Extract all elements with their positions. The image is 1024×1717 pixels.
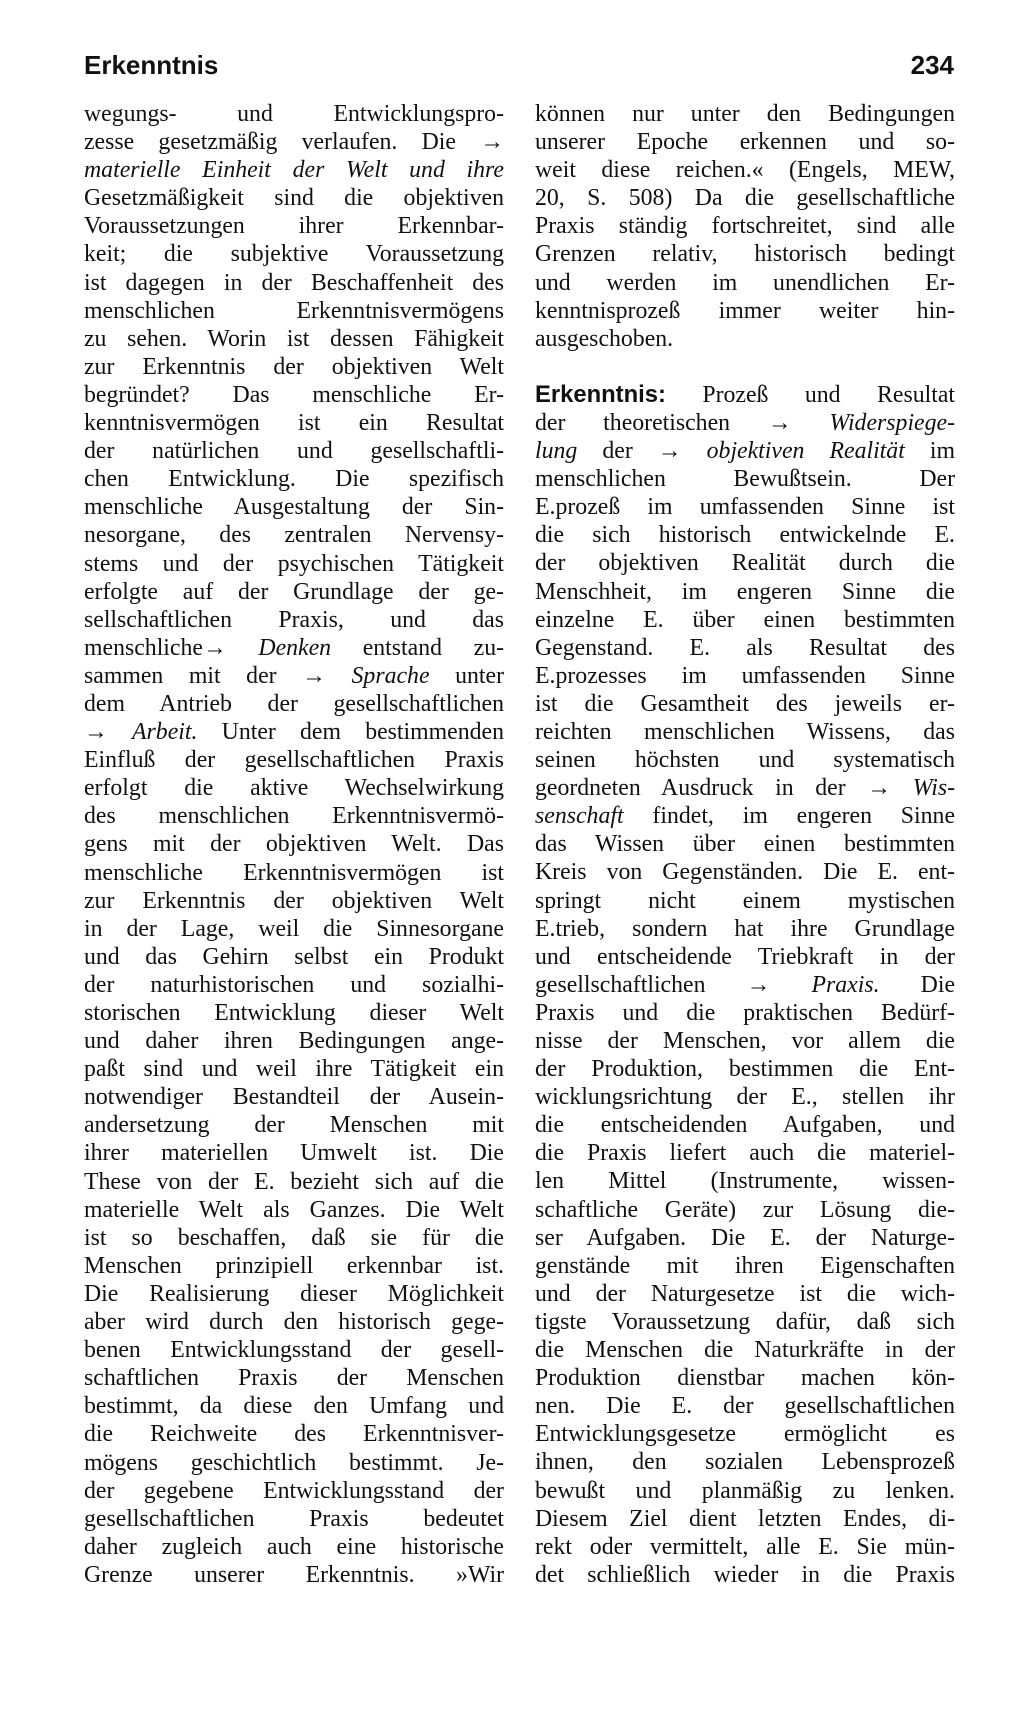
text-line: mögens geschichtlich bestimmt. Je-: [84, 1449, 504, 1476]
text-line: menschlichen Erkenntnisvermögens: [84, 297, 504, 324]
text-line: E.prozesses im umfassenden Sinne: [535, 662, 955, 689]
text-line: E.prozeß im umfassenden Sinne ist: [535, 494, 955, 521]
text-line: keit; die subjektive Voraussetzung: [84, 241, 504, 268]
text-line: gesellschaftlichen Praxis bedeutet: [84, 1505, 504, 1532]
text-line: ist so beschaffen, daß sie für die: [84, 1224, 504, 1251]
text-line: das Wissen über einen bestimmten: [535, 831, 955, 858]
text-line: Einfluß der gesellschaftlichen Praxis: [84, 747, 504, 774]
page-header: [84, 50, 954, 90]
entry-term: Erkenntnis:: [535, 380, 666, 408]
text-line: Produktion dienstbar machen kön-: [535, 1365, 955, 1392]
text-line: können nur unter den Bedingungen: [535, 101, 955, 127]
text-line: bewußt und planmäßig zu lenken.: [535, 1477, 955, 1504]
cross-reference[interactable]: Sprache: [351, 662, 430, 689]
cross-reference[interactable]: Denken: [258, 634, 332, 661]
cross-reference-arrow: →: [84, 719, 108, 746]
text-line: andersetzung der Menschen mit: [84, 1112, 504, 1139]
text-line: senschaft findet, im engeren Sinne: [535, 803, 955, 830]
text-line: daher zugleich auch eine historische: [84, 1533, 504, 1560]
text-line: materielle Welt als Ganzes. Die Welt: [84, 1196, 504, 1223]
cross-reference-arrow: →: [657, 438, 682, 465]
text-line: begründet? Das menschliche Er-: [84, 381, 504, 408]
text-line: menschliche→ Denken entstand zu-: [84, 634, 504, 661]
text-line: 20, S. 508) Da die gesellschaftliche: [535, 185, 955, 212]
text-line: Entwicklungsgesetze ermöglicht es: [535, 1421, 955, 1448]
text-line: der Produktion, bestimmen die Ent-: [535, 1056, 955, 1083]
text-line: zur Erkenntnis der objektiven Welt: [84, 353, 504, 380]
cross-reference-arrow: →: [767, 409, 792, 436]
text-line: aber wird durch den historisch gege-: [84, 1309, 504, 1336]
text-line: ihrer materiellen Umwelt ist. Die: [84, 1140, 504, 1167]
text-line: Voraussetzungen ihrer Erkennbar-: [84, 213, 504, 240]
text-line: des menschlichen Erkenntnisvermö-: [84, 803, 504, 830]
text-line: menschlichen Bewußtsein. Der: [535, 466, 955, 493]
text-line: geordneten Ausdruck in der → Wis-: [535, 775, 955, 802]
text-line: ausgeschoben.: [535, 325, 674, 352]
text-line: unserer Epoche erkennen und so-: [535, 129, 955, 156]
cross-reference[interactable]: Praxis.: [811, 971, 880, 998]
text-line: Praxis und die praktischen Bedürf-: [535, 999, 955, 1026]
text-line: ihnen, den sozialen Lebensprozeß: [535, 1449, 955, 1476]
text-line: zesse gesetzmäßig verlaufen. Die →: [84, 129, 504, 156]
text-line: und entscheidende Triebkraft in der: [535, 943, 955, 970]
text-line: der naturhistorischen und sozialhi-: [84, 971, 504, 998]
text-line: erfolgt die aktive Wechselwirkung: [84, 775, 504, 802]
text-line: reichten menschlichen Wissens, das: [535, 718, 955, 745]
text-line: lung der → objektiven Realität im: [535, 438, 955, 465]
text-line: ser Aufgaben. Die E. der Naturge-: [535, 1224, 955, 1251]
text-line: ist die Gesamtheit des jeweils er-: [535, 690, 955, 717]
text-line: notwendiger Bestandteil der Ausein-: [84, 1084, 504, 1111]
text-line: These von der E. bezieht sich auf die: [84, 1168, 504, 1195]
cross-reference-arrow: →: [202, 634, 227, 661]
text-line: schaftlichen Praxis der Menschen: [84, 1365, 504, 1392]
text-line: wicklungsrichtung der E., stellen ihr: [535, 1084, 955, 1111]
text-line: Gegenstand. E. als Resultat des: [535, 634, 955, 661]
cross-reference[interactable]: lung: [535, 438, 578, 465]
cross-reference[interactable]: materielle Einheit der Welt und ihre: [84, 157, 504, 184]
text-line: gesellschaftlichen → Praxis. Die: [535, 971, 955, 998]
text-line: seinen höchsten und systematisch: [535, 747, 955, 774]
cross-reference[interactable]: objektiven Realität: [706, 438, 905, 465]
text-line: zu sehen. Worin ist dessen Fähigkeit: [84, 325, 504, 352]
text-line: weit diese reichen.« (Engels, MEW,: [535, 157, 955, 184]
text-line: nisse der Menschen, vor allem die: [535, 1028, 955, 1054]
text-line: sellschaftlichen Praxis, und das: [84, 606, 504, 633]
text-line: sammen mit der → Sprache unter: [84, 662, 504, 689]
text-line: benen Entwicklungsstand der gesell-: [84, 1337, 504, 1364]
text-line: Die Realisierung dieser Möglichkeit: [84, 1280, 504, 1307]
text-line: len Mittel (Instrumente, wissen-: [535, 1168, 955, 1195]
text-line: dem Antrieb der gesellschaftlichen: [84, 690, 504, 717]
text-line: tigste Voraussetzung dafür, daß sich: [535, 1308, 955, 1335]
page-number: 234: [910, 50, 954, 80]
text-line: Menschen prinzipiell erkennbar ist.: [84, 1252, 504, 1279]
text-line: der gegebene Entwicklungsstand der: [84, 1477, 504, 1504]
cross-reference-arrow: →: [867, 775, 892, 802]
text-line: der natürlichen und gesellschaftli-: [84, 438, 504, 465]
cross-reference[interactable]: Widerspiege-: [829, 409, 955, 436]
entry-heading-line: Erkenntnis: Prozeß und Resultat: [535, 380, 955, 408]
text-line: kenntnisvermögen ist ein Resultat: [84, 410, 504, 437]
text-line: springt nicht einem mystischen: [535, 887, 955, 914]
text-line: nen. Die E. der gesellschaftlichen: [535, 1393, 955, 1420]
text-line: die sich historisch entwickelnde E.: [535, 522, 955, 549]
text-line: die Menschen die Naturkräfte in der: [535, 1337, 955, 1364]
text-line: rekt oder vermittelt, alle E. Sie mün-: [535, 1533, 955, 1560]
text-line: det schließlich wieder in die Praxis: [535, 1561, 955, 1588]
text-line: erfolgte auf der Grundlage der ge-: [84, 578, 504, 605]
text-line: gens mit der objektiven Welt. Das: [84, 831, 504, 858]
cross-reference-arrow: →: [746, 971, 771, 998]
text-line: die Praxis liefert auch die materiel-: [535, 1140, 955, 1167]
text-line: E.trieb, sondern hat ihre Grundlage: [535, 915, 955, 942]
text-line: storischen Entwicklung dieser Welt: [84, 1000, 504, 1026]
running-head-word: Erkenntnis: [84, 50, 219, 80]
text-line: einzelne E. über einen bestimmten: [535, 606, 955, 633]
text-line: bestimmt, da diese den Umfang und: [84, 1393, 504, 1420]
text-line: paßt sind und weil ihre Tätigkeit ein: [84, 1056, 504, 1083]
text-line: stems und der psychischen Tätigkeit: [84, 550, 504, 577]
text-line: kenntnisprozeß immer weiter hin-: [535, 297, 955, 324]
left-column: [84, 100, 504, 1589]
text-line: chen Entwicklung. Die spezifisch: [84, 466, 504, 493]
text-line: und der Naturgesetze ist die wich-: [535, 1280, 955, 1307]
text-line: Gesetzmäßigkeit sind die objektiven: [84, 185, 504, 212]
text-line: Kreis von Gegenständen. Die E. ent-: [535, 859, 955, 886]
cross-reference[interactable]: Wis-: [912, 775, 955, 802]
cross-reference[interactable]: senschaft: [535, 803, 624, 830]
cross-reference-arrow: →: [302, 662, 326, 689]
text-line: der theoretischen → Widerspiege-: [535, 409, 955, 436]
cross-reference-arrow: →: [480, 129, 504, 156]
text-line: genstände mit ihren Eigenschaften: [535, 1252, 955, 1279]
text-line: Diesem Ziel dient letzten Endes, di-: [535, 1505, 955, 1532]
text-line: der objektiven Realität durch die: [535, 550, 955, 577]
text-line: Menschheit, im engeren Sinne die: [535, 578, 955, 605]
text-line: [84, 156, 504, 184]
text-line: die entscheidenden Aufgaben, und: [535, 1112, 955, 1139]
text-line: Grenze unserer Erkenntnis. »Wir: [84, 1561, 504, 1588]
paragraph-gap: [535, 353, 955, 381]
text-line: zur Erkenntnis der objektiven Welt: [84, 887, 504, 914]
text-line: wegungs- und Entwicklungspro-: [84, 101, 504, 127]
text-line: → Arbeit. Unter dem bestimmenden: [84, 719, 504, 746]
text-line: nesorgane, des zentralen Nervensy-: [84, 522, 504, 549]
text-line: und werden im unendlichen Er-: [535, 269, 955, 296]
text-line: und das Gehirn selbst ein Produkt: [84, 943, 504, 970]
text-line: ist dagegen in der Beschaffenheit des: [84, 269, 504, 296]
text-line: die Reichweite des Erkenntnisver-: [84, 1421, 504, 1448]
text-line: in der Lage, weil die Sinnesorgane: [84, 915, 504, 942]
text-line: menschliche Ausgestaltung der Sin-: [84, 494, 504, 521]
right-column: [535, 100, 955, 1589]
text-line: menschliche Erkenntnisvermögen ist: [84, 859, 504, 886]
text-line: schaftliche Geräte) zur Lösung die-: [535, 1196, 955, 1223]
text-line: und daher ihren Bedingungen ange-: [84, 1028, 504, 1055]
cross-reference[interactable]: Arbeit.: [132, 719, 198, 746]
text-line: Praxis ständig fortschreitet, sind alle: [535, 213, 955, 240]
text-line: Grenzen relativ, historisch bedingt: [535, 241, 955, 268]
